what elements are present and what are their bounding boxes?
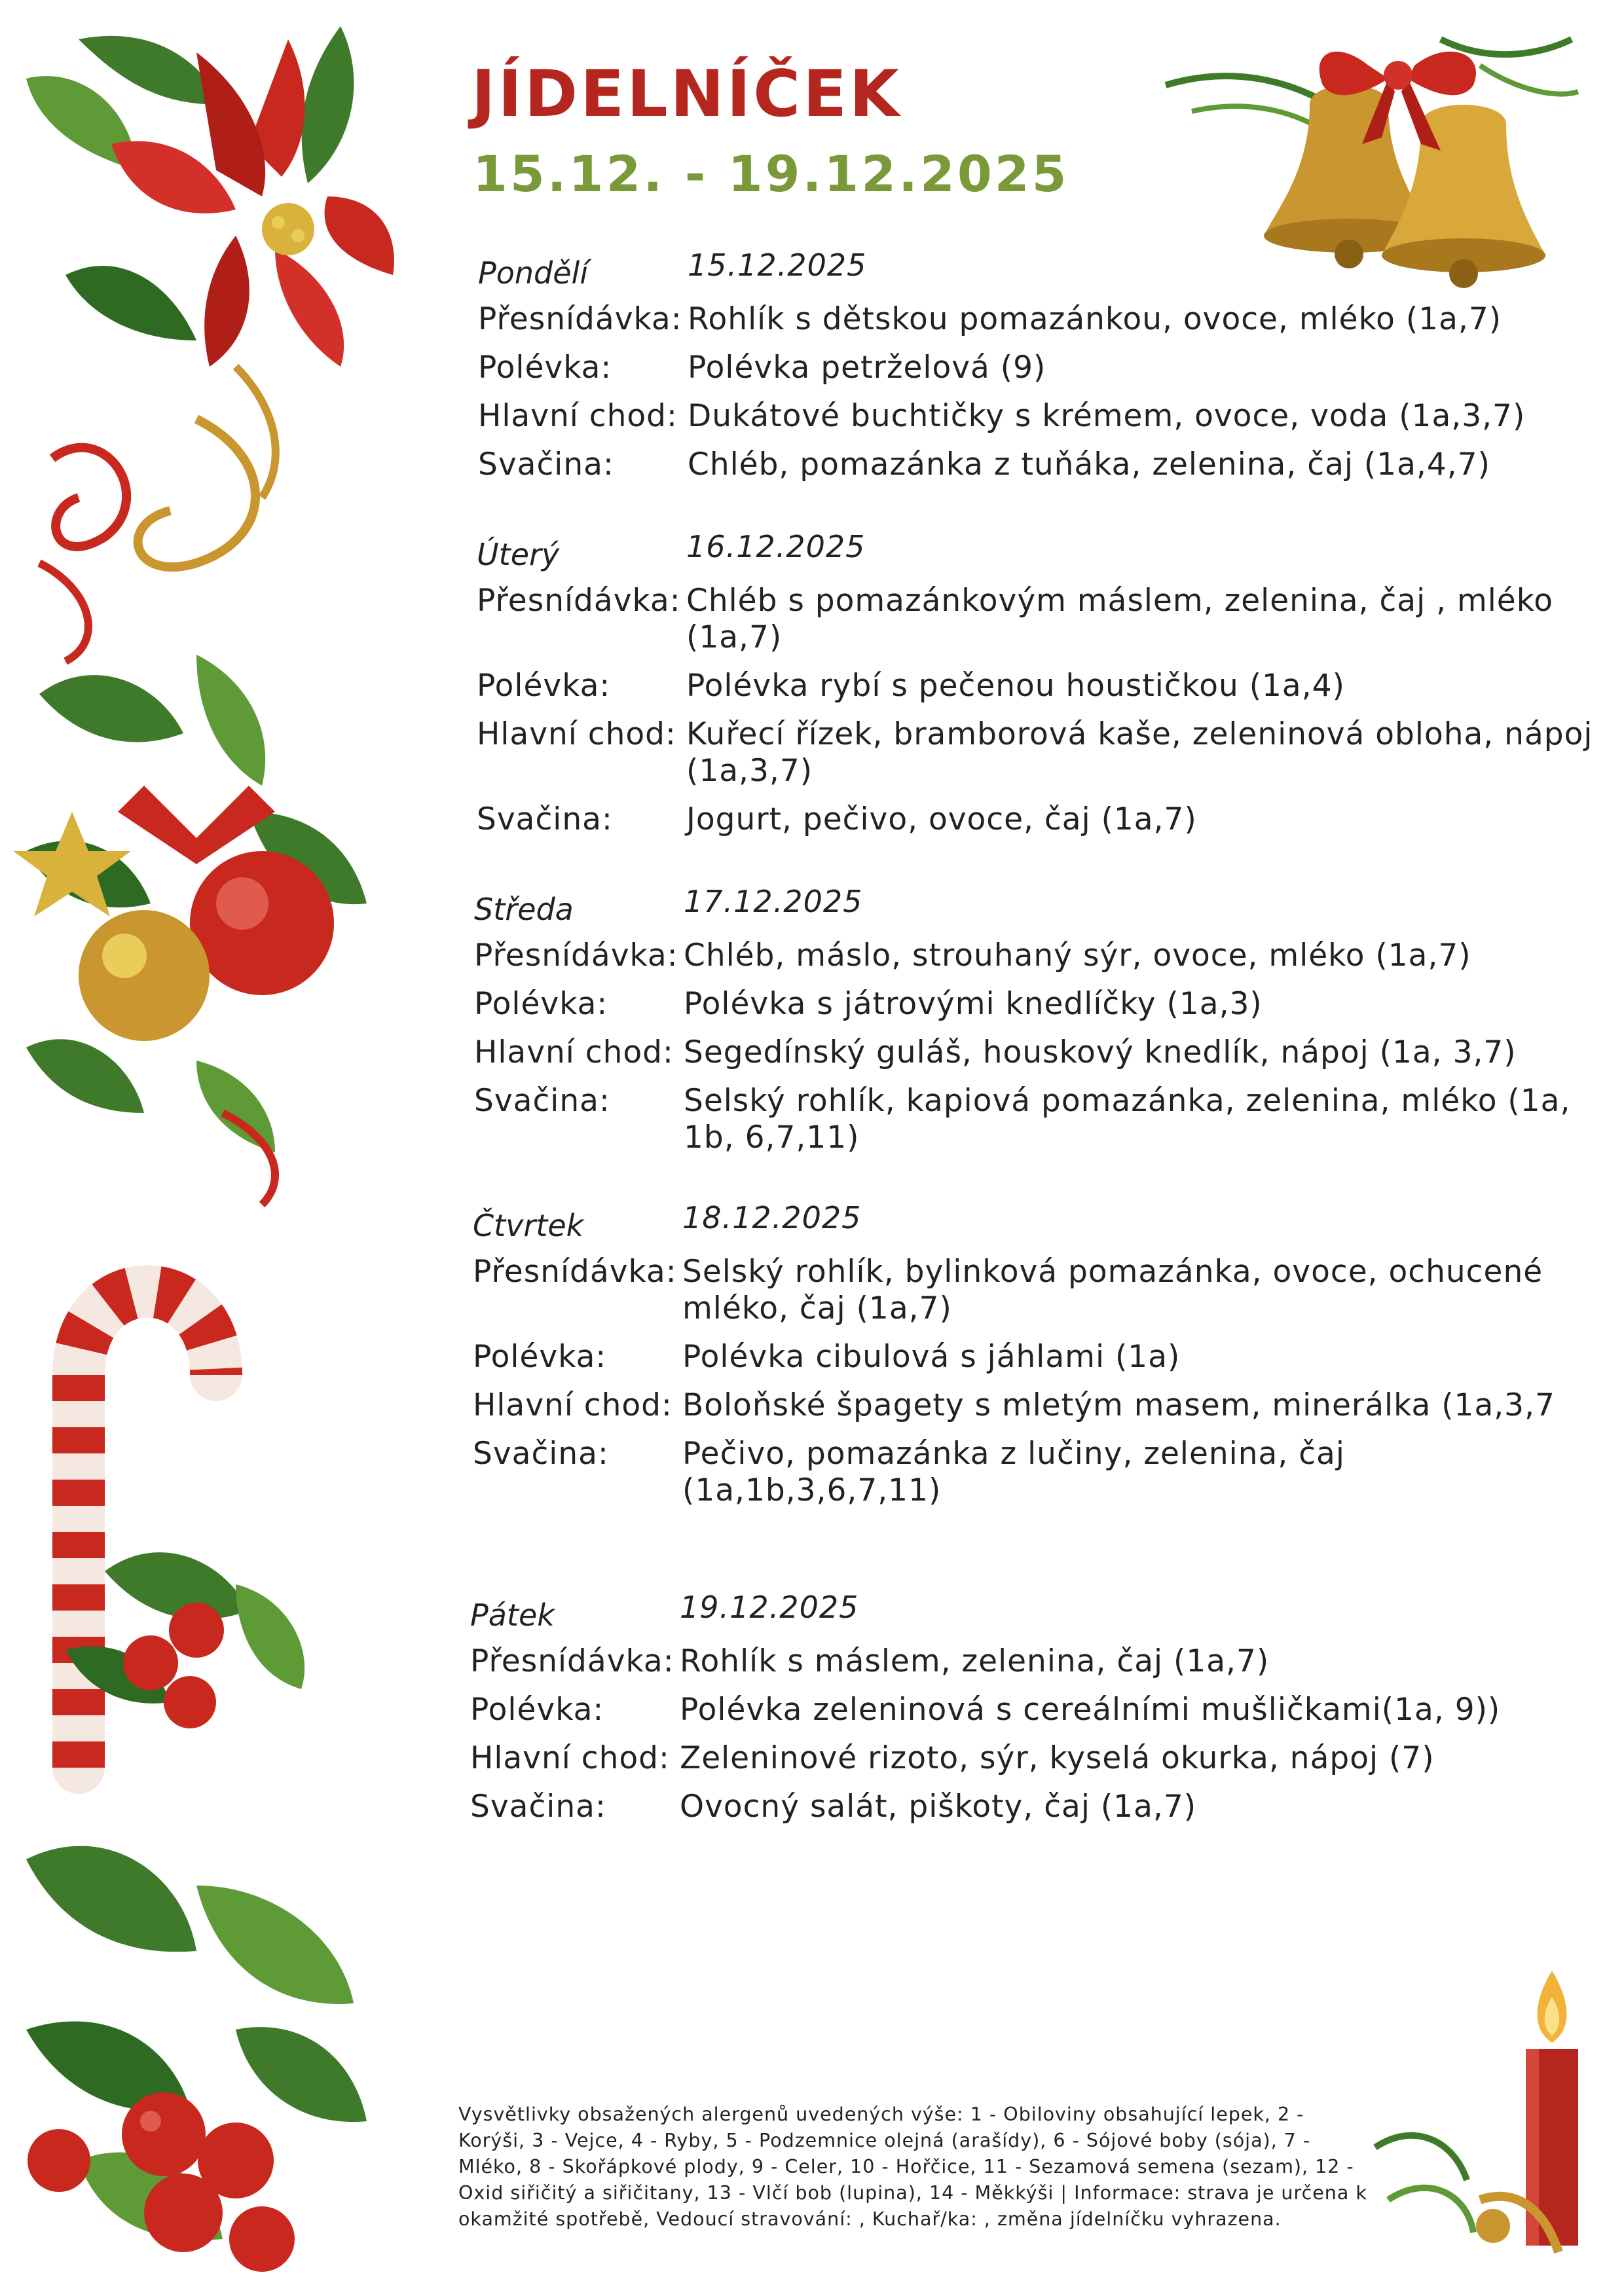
day-date: 17.12.2025 [684,884,863,919]
day-block-thursday [473,1200,1624,1521]
meal-label: Přesnídávka: [474,938,678,974]
meal-row [478,398,1624,435]
day-date: 16.12.2025 [686,529,866,564]
meal-text: Selský rohlík, bylinková pomazánka, ovoce, ochucené mléko, čaj (1a,7) [682,1254,1543,1326]
meal-row [478,350,1624,386]
meal-label: Přesnídávka: [477,583,681,619]
day-date: 18.12.2025 [682,1200,862,1235]
meal-text: Chléb s pomazánkovým máslem, zelenina, čaj , mléko (1a,7) [686,583,1554,655]
meal-label: Hlavní chod: [477,716,676,752]
meal-text: Polévka rybí s pečenou houstičkou (1a,4) [686,668,1345,704]
meal-text: Segedínský guláš, houskový knedlík, nápoj (1a, 3,7) [684,1034,1517,1070]
holly-cluster-icon [26,1846,367,2272]
day-block-friday [470,1590,1624,1837]
meal-label: Polévka: [470,1692,604,1728]
meal-label: Svačina: [478,446,614,483]
meal-text: Polévka petrželová (9) [688,350,1046,386]
meal-label: Polévka: [478,350,612,386]
meal-row [474,986,1624,1023]
meal-label: Přesnídávka: [470,1643,674,1679]
meal-label: Hlavní chod: [478,398,678,434]
meal-row [473,1254,1624,1327]
ornament-baubles-icon [13,655,367,1205]
candle-icon [1362,1951,1585,2265]
meal-row [474,1083,1624,1156]
day-name: Čtvrtek [473,1208,584,1243]
page-title: JÍDELNÍČEK [471,57,902,132]
meal-label: Svačina: [470,1789,606,1825]
day-date: 15.12.2025 [688,247,867,283]
day-block-tuesday [477,529,1624,850]
meal-text: Boloňské špagety s mletým masem, minerálka (1a,3,7 [682,1387,1555,1423]
meal-text: Polévka s játrovými knedlíčky (1a,3) [684,986,1263,1022]
day-block-wednesday [474,884,1624,1168]
meal-text: Selský rohlík, kapiová pomazánka, zelenina, mléko (1a, 1b, 6,7,11) [684,1083,1571,1156]
meal-label: Svačina: [474,1083,610,1119]
meal-text: Pečivo, pomazánka z lučiny, zelenina, čaj (1a,1b,3,6,7,11) [682,1436,1345,1508]
meal-row [477,716,1624,790]
meal-row [470,1789,1624,1825]
day-name: Úterý [477,537,560,572]
meal-text: Polévka zeleninová s cereálními mušličkami(1a, 9)) [680,1692,1501,1728]
meal-text: Zeleninové rizoto, sýr, kyselá okurka, nápoj (7) [680,1740,1435,1776]
week-date-range: 15.12. - 19.12.2025 [473,145,1069,203]
meal-row [477,668,1624,704]
meal-row [473,1387,1624,1424]
meal-text: Rohlík s dětskou pomazánkou, ovoce, mléko (1a,7) [688,301,1502,337]
meal-label: Svačina: [473,1436,609,1472]
meal-row [478,446,1624,483]
meal-label: Polévka: [473,1339,607,1375]
christmas-border-decoration [0,0,406,2296]
meal-text: Polévka cibulová s jáhlami (1a) [682,1339,1181,1375]
meal-label: Přesnídávka: [478,301,682,337]
meal-label: Hlavní chod: [474,1034,674,1070]
meal-row [474,938,1624,974]
day-name: Středa [474,892,574,927]
meal-row [470,1643,1624,1680]
meal-row [473,1436,1624,1509]
meal-text: Rohlík s máslem, zelenina, čaj (1a,7) [680,1643,1270,1679]
meal-label: Hlavní chod: [470,1740,670,1776]
meal-text: Jogurt, pečivo, ovoce, čaj (1a,7) [686,801,1197,837]
meal-row [478,301,1624,338]
poinsettia-icon [26,26,394,367]
meal-row [473,1339,1624,1376]
meal-label: Polévka: [474,986,608,1022]
meal-label: Polévka: [477,668,611,704]
meal-row [470,1740,1624,1777]
day-date: 19.12.2025 [680,1590,859,1625]
day-block-monday [478,247,1624,495]
day-name: Pondělí [478,255,589,291]
allergen-footnote: Vysvětlivky obsažených alergenů uvedených výše: 1 - Obiloviny obsahující lepek, 2 - Korýši, 3 - Vejce, 4 - Ryby, 5 - Podzemnice olejná (arašídy), 6 - Sójové boby (sója), 7 - Mléko, 8 - Skořápkové plody, 9 - Celer, 10 - Hořčice, 11 - Sezamová semena (sezam), 12 - Oxid siřičitý a siřičitany, 13 - Vlčí bob (lupina), 14 - Měkkýši | Informace: strava je určena k okamžité spotřebě, Vedoucí stravování: , Kuchař/ka: , změna jídelníčku vyhrazena. [458,2104,1367,2230]
meal-label: Svačina: [477,801,613,837]
meal-row [477,801,1624,838]
meal-text: Kuřecí řízek, bramborová kaše, zeleninová obloha, nápoj (1a,3,7) [686,716,1593,789]
meal-text: Ovocný salát, piškoty, čaj (1a,7) [680,1789,1197,1825]
meal-label: Hlavní chod: [473,1387,673,1423]
meal-text: Chléb, pomazánka z tuňáka, zelenina, čaj (1a,4,7) [688,446,1490,483]
meal-row [474,1034,1624,1071]
meal-row [470,1692,1624,1728]
meal-row [477,583,1624,656]
meal-text: Chléb, máslo, strouhaný sýr, ovoce, mléko (1a,7) [684,938,1471,974]
meal-text: Dukátové buchtičky s krémem, ovoce, voda (1a,3,7) [688,398,1526,434]
meal-label: Přesnídávka: [473,1254,677,1290]
day-name: Pátek [470,1597,555,1633]
